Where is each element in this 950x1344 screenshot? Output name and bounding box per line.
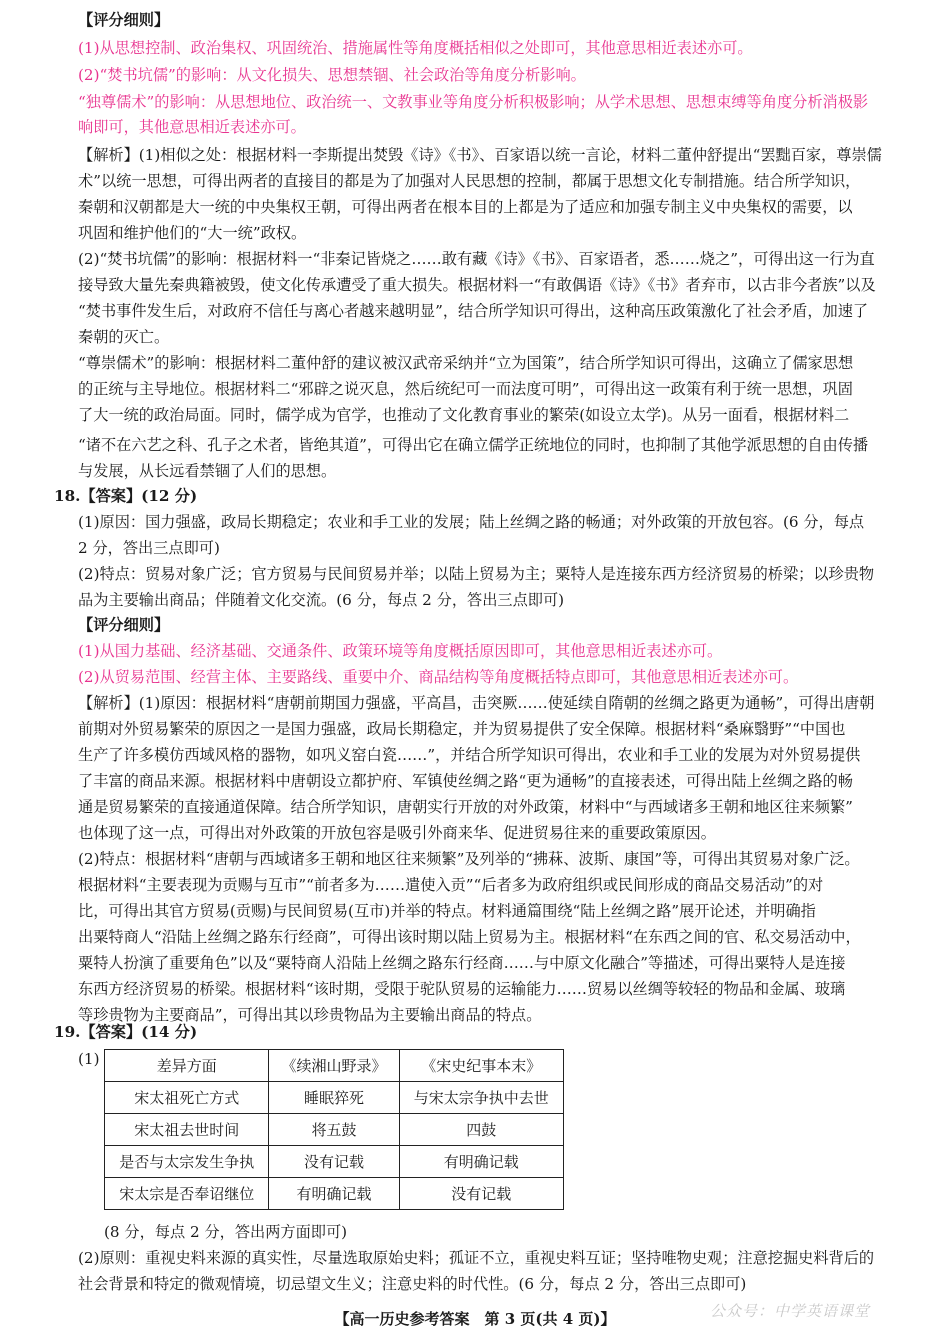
analysis-line: 秦朝和汉朝都是大一统的中央集权王朝，可得出两者在根本目的上都是为了适应和加强专制主义中央集权的需要，以 (78, 198, 853, 216)
analysis-line: 接导致大量先秦典籍被毁，使文化传承遭受了重大损失。根据材料一“有敢偶语《诗》《书》者弃市，以古非今者族”以及 (78, 276, 876, 294)
analysis-line: “焚书事件发生后，对政府不信任与离心者越来越明显”，结合所学知识可得出，这种高压政策激化了社会矛盾，加速了 (78, 302, 869, 320)
scoring-rule-line: (1)从国力基础、经济基础、交通条件、政策环境等角度概括原因即可，其他意思相近表述亦可。 (78, 642, 723, 660)
table-row (105, 1178, 564, 1210)
analysis-line: 也体现了这一点，可得出对外政策的开放包容是吸引外商来华、促进贸易往来的重要政策原因。 (78, 824, 716, 842)
analysis-line: 前期对外贸易繁荣的原因之一是国力强盛，政局长期稳定，并为贸易提供了安全保障。根据材料“桑麻翳野”“中国也 (78, 720, 846, 738)
analysis-line: “尊崇儒术”的影响：根据材料二董仲舒的建议被汉武帝采纳并“立为国策”，结合所学知识可得出，这确立了儒家思想 (78, 354, 854, 372)
scoring-note: (8 分，每点 2 分，答出两方面即可) (104, 1223, 348, 1241)
analysis-line: 东西方经济贸易的桥梁。根据材料“该时期，受限于驼队贸易的运输能力……贸易以丝绸等较轻的物品和金属、玻璃 (78, 980, 846, 998)
table-cell: 与宋太宗争执中去世 (399, 1082, 563, 1114)
analysis-line: 【解析】(1)原因：根据材料“唐朝前期国力强盛，平高昌，击突厥……使延续自隋朝的丝绸之路更为通畅”，可得出唐朝 (78, 694, 875, 712)
table-cell: 没有记载 (269, 1146, 399, 1178)
table-header-cell: 《宋史纪事本末》 (399, 1050, 563, 1082)
q19-answer-heading: 19.【答案】(14 分) (54, 1023, 198, 1041)
answer-line: 2 分，答出三点即可) (78, 539, 220, 557)
sub-question-label: (1) (78, 1050, 100, 1068)
table-cell: 四鼓 (399, 1114, 563, 1146)
scoring-rules-heading: 【评分细则】 (78, 616, 170, 634)
table-cell: 是否与太宗发生争执 (105, 1146, 269, 1178)
analysis-line: 比，可得出其官方贸易(贡赐)与民间贸易(互市)并举的特点。材料通篇围绕“陆上丝绸之路”展开论述，并明确指 (78, 902, 816, 920)
table-cell: 有明确记载 (269, 1178, 399, 1210)
scoring-rules-heading: 【评分细则】 (78, 11, 170, 29)
analysis-line: 术”以统一思想，可得出两者的直接目的都是为了加强对人民思想的控制，都属于思想文化专制措施。结合所学知识， (78, 172, 861, 190)
answer-line: (1)原因：国力强盛，政局长期稳定；农业和手工业的发展；陆上丝绸之路的畅通；对外政策的开放包容。(6 分，每点 (78, 513, 865, 531)
analysis-line: 【解析】(1)相似之处：根据材料一李斯提出焚毁《诗》《书》、百家语以统一言论，材料二董仲舒提出“罢黜百家，尊崇儒 (78, 146, 882, 164)
page-footer: 【高一历史参考答案 第 3 页(共 4 页)】 (334, 1310, 616, 1328)
analysis-line: (2)特点：根据材料“唐朝与西域诸多王朝和地区往来频繁”及列举的“拂菻、波斯、康国”等，可得出其贸易对象广泛。 (78, 850, 860, 868)
table-header-cell: 《续湘山野录》 (269, 1050, 399, 1082)
analysis-line: 生产了许多模仿西域风格的器物，如巩义窑白瓷……”，并结合所学知识可得出，农业和手工业的发展为对外贸易提供 (78, 746, 861, 764)
analysis-line: 通是贸易繁荣的直接通道保障。结合所学知识，唐朝实行开放的对外政策，材料中“与西域诸多王朝和地区往来频繁” (78, 798, 853, 816)
analysis-line: 秦朝的灭亡。 (78, 328, 170, 346)
answer-line: (2)原则：重视史料来源的真实性，尽量选取原始史料；孤证不立，重视史料互证；坚持唯物史观；注意挖掘史料背后的 (78, 1249, 875, 1267)
table-cell: 睡眠猝死 (269, 1082, 399, 1114)
analysis-line: 粟特人扮演了重要角色”以及“粟特商人沿陆上丝绸之路东行经商……与中原文化融合”等描述，可得出粟特人是连接 (78, 954, 846, 972)
scoring-rule-line: 响即可，其他意思相近表述亦可。 (78, 118, 306, 136)
table-cell: 将五鼓 (269, 1114, 399, 1146)
analysis-line: 的正统与主导地位。根据材料二“邪辟之说灭息，然后统纪可一而法度可明”，可得出这一政策有利于统一思想，巩固 (78, 380, 853, 398)
table-cell: 宋太祖死亡方式 (105, 1082, 269, 1114)
q18-answer-heading: 18.【答案】(12 分) (54, 487, 198, 505)
table-row (105, 1146, 564, 1178)
analysis-line: 出粟特商人“沿陆上丝绸之路东行经商”，可得出该时期以陆上贸易为主。根据材料“在东西之间的官、私交易活动中， (78, 928, 861, 946)
scoring-rule-line: “独尊儒术”的影响：从思想地位、政治统一、文教事业等角度分析积极影响；从学术思想、思想束缚等角度分析消极影 (78, 93, 869, 111)
answer-line: 品为主要输出商品；伴随着文化交流。(6 分，每点 2 分，答出三点即可) (78, 591, 565, 609)
answer-line: (2)特点：贸易对象广泛；官方贸易与民间贸易并举；以陆上贸易为主；粟特人是连接东西方经济贸易的桥梁；以珍贵物 (78, 565, 875, 583)
scoring-rule-line: (2)从贸易范围、经营主体、主要路线、重要中介、商品结构等角度概括特点即可，其他意思相近表述亦可。 (78, 668, 799, 686)
analysis-line: 根据材料“主要表现为贡赐与互市”“前者多为……遣使入贡”“后者多为政府组织或民间形成的商品交易活动”的对 (78, 876, 824, 894)
table-cell: 宋太祖去世时间 (105, 1114, 269, 1146)
analysis-line: 与发展，从长远看禁锢了人们的思想。 (78, 462, 337, 480)
analysis-line: 巩固和维护他们的“大一统”政权。 (78, 224, 307, 242)
table-row (105, 1082, 564, 1114)
scoring-rule-line: (1)从思想控制、政治集权、巩固统治、措施属性等角度概括相似之处即可，其他意思相近表述亦可。 (78, 39, 753, 57)
answer-line: 社会背景和特定的微观情境，切忌望文生义；注意史料的时代性。(6 分，每点 2 分，答出三点即可) (78, 1275, 747, 1293)
analysis-line: (2)“焚书坑儒”的影响：根据材料一“非秦记皆烧之……敢有藏《诗》《书》、百家语者，悉……烧之”，可得出这一行为直 (78, 250, 875, 268)
analysis-line: 等珍贵物为主要商品”，可得出其以珍贵物品为主要输出商品的特点。 (78, 1006, 542, 1024)
analysis-line: 了丰富的商品来源。根据材料中唐朝设立都护府、军镇使丝绸之路“更为通畅”的直接表述，可得出陆上丝绸之路的畅 (78, 772, 853, 790)
table-header-row (105, 1050, 564, 1082)
analysis-line: 了大一统的政治局面。同时，儒学成为官学，也推动了文化教育事业的繁荣(如设立太学)。从另一面看，根据材料二 (78, 406, 850, 424)
analysis-line: “诸不在六艺之科、孔子之术者，皆绝其道”，可得出它在确立儒学正统地位的同时，也抑制了其他学派思想的自由传播 (78, 436, 869, 454)
table-header-cell: 差异方面 (105, 1050, 269, 1082)
scoring-rule-line: (2)“焚书坑儒”的影响：从文化损失、思想禁锢、社会政治等角度分析影响。 (78, 66, 586, 84)
watermark: 公众号：中学英语课堂 (710, 1302, 871, 1320)
table-cell: 没有记载 (399, 1178, 563, 1210)
table-cell: 有明确记载 (399, 1146, 563, 1178)
differences-table (104, 1049, 564, 1210)
table-row (105, 1114, 564, 1146)
table-cell: 宋太宗是否奉诏继位 (105, 1178, 269, 1210)
